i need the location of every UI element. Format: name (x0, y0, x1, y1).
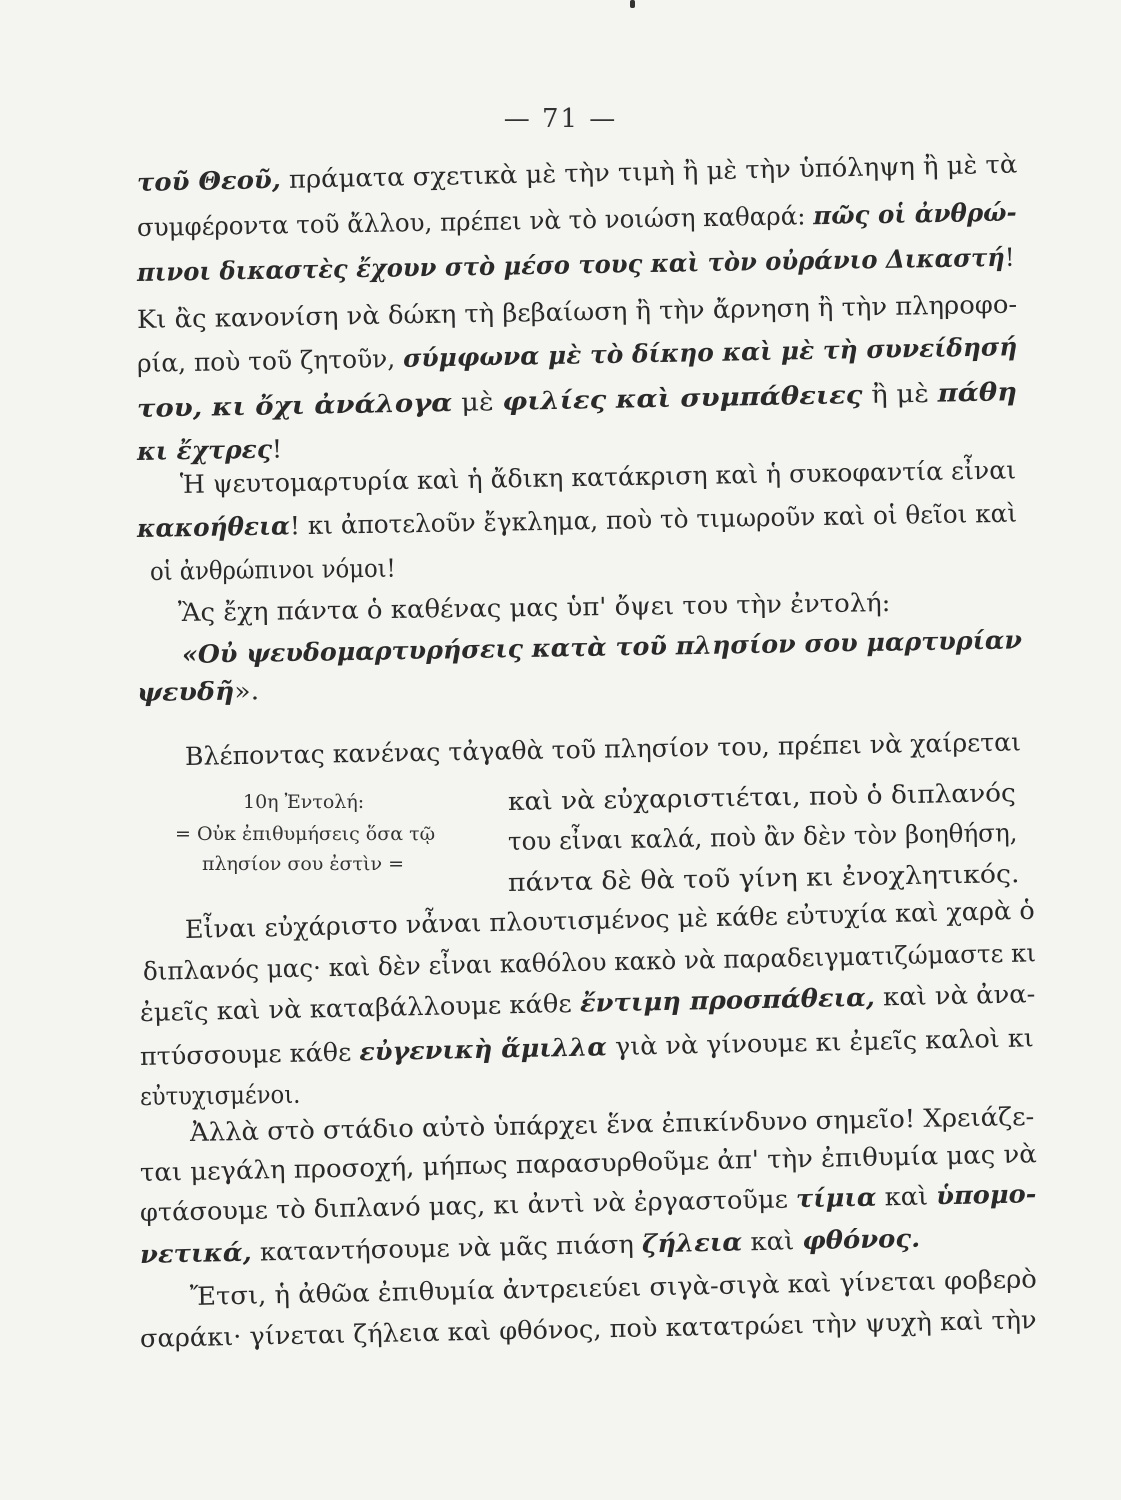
text-run: ἢ μὲ (862, 378, 938, 410)
emphasis-text: του, κι ὄχι ἀνάλογα (136, 387, 453, 423)
text-line (140, 1224, 921, 1270)
text-line (143, 938, 1037, 987)
emphasis-text: ἔντιμη προσπάθεια, (579, 982, 876, 1018)
print-mark (630, 0, 635, 8)
text-run: πάντα δὲ θὰ τοῦ γίνη κι ἐνοχλητικός. (507, 859, 1020, 897)
text-run: διπλανός μας· καὶ δὲν εἶναι καθόλου κακὸ νὰ παραδειγματιζώμαστε κι (142, 938, 1037, 986)
emphasis-text: σύμφωνα μὲ τὸ δίκηο καὶ μὲ τὴ συνείδησή (402, 332, 1018, 373)
text-line (182, 625, 1022, 670)
emphasis-text: πῶς οἱ ἀνθρώ- (813, 197, 1017, 231)
sidenote-line: 10η Ἐντολή: (243, 791, 365, 813)
emphasis-text: νετικά, (139, 1237, 253, 1269)
text-run: καὶ νὰ εὐχαριστιέται, ποὺ ὁ διπλανός (507, 778, 1017, 816)
emphasis-text: ζήλεια (641, 1227, 743, 1259)
emphasis-text: εὐγενικὴ ἅμιλλα (359, 1032, 608, 1067)
text-line (150, 554, 396, 587)
text-line (508, 859, 1020, 898)
text-run: ». (234, 676, 260, 706)
text-line (137, 499, 1018, 544)
text-line (140, 1179, 1037, 1228)
emphasis-text: τίμια (795, 1182, 877, 1214)
emphasis-text: ὑπομο- (935, 1179, 1037, 1211)
text-run: καταντήσουμε νὰ μᾶς πιάση (251, 1229, 643, 1267)
text-run: Κι ἂς κανονίση νὰ δώκη τὴ βεβαίωση ἢ τὴν ἄρνηση ἢ τὴν πληροφο- (136, 289, 1018, 334)
text-run: Ἀλλὰ στὸ στάδιο αὐτὸ ὑπάρχει ἕνα ἐπικίνδυνο σημεῖο! Χρειάζε- (189, 1101, 1035, 1147)
text-run: Ἔτσι, ἡ ἀθῶα ἐπιθυμία ἀντρειεύει σιγὰ-σιγὰ καὶ γίνεται φοβερὸ (189, 1264, 1038, 1311)
text-line (137, 150, 1018, 198)
text-run: πτύσσουμε κάθε (139, 1037, 360, 1071)
text-run: γιὰ νὰ γίνουμε κι ἐμεῖς καλοὶ κι (606, 1023, 1035, 1062)
text-run: σαράκι· γίνεται ζήλεια καὶ φθόνος, ποὺ κατατρώει τὴν ψυχὴ καὶ τὴν (139, 1305, 1037, 1353)
text-line (140, 1305, 1037, 1354)
emphasis-text: τοῦ Θεοῦ, (136, 164, 282, 197)
text-run: ται μεγάλη προσοχή, μήπως παρασυρθοῦμε ἀπ' τὴν ἐπιθυμία μας νὰ (139, 1139, 1037, 1187)
text-line (140, 1023, 1034, 1072)
text-line (178, 588, 891, 628)
text-run: ! (271, 434, 283, 464)
sidenote-line: = Οὐκ ἐπιθυμήσεις ὅσα τῷ (175, 823, 436, 845)
text-line (137, 434, 283, 467)
text-line (140, 1080, 301, 1112)
text-run: καὶ νὰ ἀνα- (874, 979, 1036, 1012)
text-run: Ἂς ἔχη πάντα ὁ καθένας μας ὑπ' ὄψει του τὴν ἐντολή: (177, 588, 891, 627)
text-run: του εἶναι καλά, ποὺ ἂν δὲν τὸν βοηθήση, (507, 818, 1018, 856)
text-line (185, 727, 1022, 772)
text-line (140, 979, 1036, 1028)
text-line (180, 455, 1017, 500)
text-run: πράματα σχετικὰ μὲ τὴν τιμὴ ἢ μὲ τὴν ὑπόληψη ἢ μὲ τὰ (280, 149, 1018, 194)
emphasis-text: φθόνος. (802, 1223, 921, 1256)
text-run: καὶ (876, 1181, 937, 1212)
text-line (137, 243, 1015, 288)
text-run: ! κι ἀποτελοῦν ἔγκλημα, ποὺ τὸ τιμωροῦν καὶ οἱ θεῖοι καὶ (289, 498, 1018, 541)
text-run: εὐτυχισμένοι. (139, 1079, 301, 1111)
text-run: συμφέροντα τοῦ ἄλλου, πρέπει νὰ τὸ νοιώση καθαρά: (136, 201, 814, 242)
text-run: ρία, ποὺ τοῦ ζητοῦν, (136, 343, 404, 378)
emphasis-text: κι ἔχτρες (136, 434, 273, 466)
emphasis-text: φιλίες καὶ συμπάθειες (502, 380, 863, 416)
emphasis-text: πάθη (937, 377, 1018, 408)
sidenote-line: πλησίον σου ἐστὶν = (202, 853, 404, 875)
emphasis-text: πινοι δικαστὲς ἔχουν στὸ μέσο τους καὶ τὸν οὐράνιο Δικαστή (136, 242, 1006, 287)
text-run: ἐμεῖς καὶ νὰ καταβάλλουμε κάθε (139, 988, 581, 1027)
text-line (508, 818, 1018, 857)
emphasis-text: «Οὐ ψευδομαρτυρήσεις κατὰ τοῦ πλησίον σου μαρτυρίαν (181, 625, 1023, 669)
text-run: Ἡ ψευτομαρτυρία καὶ ἡ ἄδικη κατάκριση καὶ ἡ συκοφαντία εἶναι (179, 455, 1017, 499)
text-line (137, 676, 260, 708)
text-line (508, 778, 1016, 817)
text-line (137, 290, 1018, 335)
text-line (137, 377, 1018, 424)
emphasis-text: ψευδῆ (136, 676, 235, 707)
text-run: Βλέποντας κανένας τἀγαθὰ τοῦ πλησίον του, πρέπει νὰ χαίρεται (184, 727, 1022, 771)
text-run: καὶ (741, 1226, 803, 1257)
text-run: φτάσουμε τὸ διπλανό μας, κι ἀντὶ νὰ ἐργαστοῦμε (139, 1184, 797, 1227)
text-line (185, 896, 1035, 945)
text-line (137, 332, 1018, 379)
text-line (140, 1139, 1037, 1188)
emphasis-text: κακοήθεια (136, 511, 291, 543)
text-run: Εἶναι εὐχάριστο νἆναι πλουτισμένος μὲ κάθε εὐτυχία καὶ χαρὰ ὁ (184, 895, 1035, 944)
text-line (190, 1264, 1037, 1312)
text-run: ! (1004, 242, 1015, 272)
page-number: — 71 — (503, 104, 618, 134)
text-run: μὲ (452, 386, 503, 417)
text-line (137, 198, 1017, 243)
text-run: οἱ ἀνθρώπινοι νόμοι! (149, 553, 396, 586)
